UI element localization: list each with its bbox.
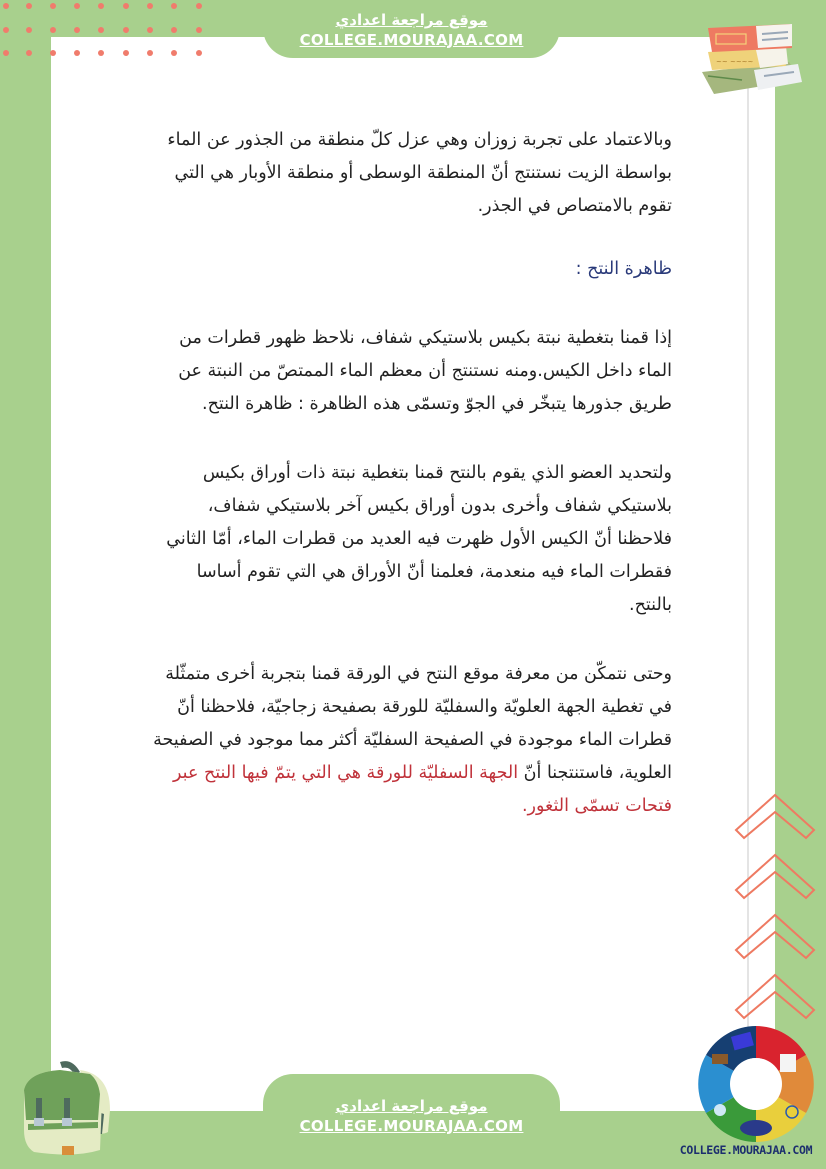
decorative-dot — [74, 3, 80, 9]
decorative-dot — [50, 27, 56, 33]
decorative-dot — [50, 50, 56, 56]
decorative-dot — [147, 50, 153, 56]
section-heading-transpiration: ظاهرة النتح : — [575, 259, 672, 279]
decorative-dot — [26, 50, 32, 56]
decorative-dot — [3, 3, 9, 9]
decorative-dot — [74, 50, 80, 56]
paragraph-bag-experiment: إذا قمنا بتغطية نبتة بكيس بلاستيكي شفاف، نلاحظ ظهور قطرات من الماء داخل الكيس.ومنه نستنتج أن معظم الماء الممتصّ من النبتة عن طريق جذورها يتبخّر في الجوّ وتسمّى هذه الظاهرة : ظاهرة النتح. — [178, 328, 672, 414]
decorative-dot — [171, 50, 177, 56]
intro-paragraph: وبالاعتماد على تجربة زوزان وهي عزل كلّ منطقة من الجذور عن الماء بواسطة الزيت نستنتج أنّ المنطقة الوسطى أو منطقة الأوبار هي التي تقوم بالامتصاص في الجذر. — [167, 130, 672, 216]
decorative-dot — [171, 3, 177, 9]
decorative-dot — [196, 3, 202, 9]
paragraph-leaves-experiment: ولتحديد العضو الذي يقوم بالنتح قمنا بتغطية نبتة ذات أوراق بكيس بلاستيكي شفاف وأخرى بدون أوراق بكيس آخر بلاستيكي شفاف، فلاحظنا أنّ الكيس الأول ظهرت فيه العديد من قطرات الماء، أمّا الثاني فقطرات الماء فيه منعدمة، فعلمنا أنّ الأوراق هي التي تقوم أساسا بالنتح. — [166, 463, 672, 615]
paragraph-stomata-text: وحتى نتمكّن من معرفة موقع النتح في الورقة قمنا بتجربة أخرى متمثّلة في تغطية الجهة العلويّة والسفليّة للورقة بصفيحة زجاجيّة، فلاحظنا أنّ قطرات الماء موجودة في الصفيحة السفليّة أكثر مما موجود في الصفيحة العلوية، فاستنتجنا أنّ — [153, 664, 672, 783]
decorative-dot — [3, 27, 9, 33]
decorative-dots — [0, 0, 210, 60]
chevron-up-icon — [730, 790, 820, 1030]
decorative-dot — [147, 27, 153, 33]
conclusion-highlight: الجهة السفليّة للورقة هي التي يتمّ فيها النتح عبر فتحات تسمّى الثغور. — [173, 763, 672, 816]
decorative-dot — [98, 3, 104, 9]
decorative-dot — [123, 3, 129, 9]
backpack-icon — [14, 1050, 114, 1162]
footer-site-name[interactable]: موقع مراجعة اعدادي — [335, 1097, 488, 1115]
decorative-dot — [196, 27, 202, 33]
decorative-dot — [147, 3, 153, 9]
decorative-dot — [74, 27, 80, 33]
decorative-dot — [26, 27, 32, 33]
header-site-name[interactable]: موقع مراجعة اعدادي — [335, 11, 488, 29]
decorative-dot — [98, 27, 104, 33]
decorative-dot — [171, 27, 177, 33]
svg-text:~~ ~~~~: ~~ ~~~~ — [716, 58, 754, 66]
header-banner — [263, 0, 560, 58]
books-stack-icon — [694, 10, 814, 98]
document-body — [150, 124, 672, 823]
header-site-url[interactable]: COLLEGE.MOURAJAA.COM — [299, 31, 524, 49]
decorative-dot — [3, 50, 9, 56]
decorative-dot — [123, 50, 129, 56]
decorative-dot — [196, 50, 202, 56]
decorative-dot — [50, 3, 56, 9]
decorative-dot — [123, 27, 129, 33]
logo-site-url[interactable]: COLLEGE.MOURAJAA.COM — [679, 1143, 813, 1157]
footer-site-url[interactable]: COLLEGE.MOURAJAA.COM — [299, 1117, 524, 1135]
decorative-dot — [26, 3, 32, 9]
education-wheel-logo-icon[interactable] — [696, 1024, 816, 1144]
paragraph-stomata-experiment — [150, 658, 672, 823]
footer-banner — [263, 1074, 560, 1134]
decorative-dot — [98, 50, 104, 56]
